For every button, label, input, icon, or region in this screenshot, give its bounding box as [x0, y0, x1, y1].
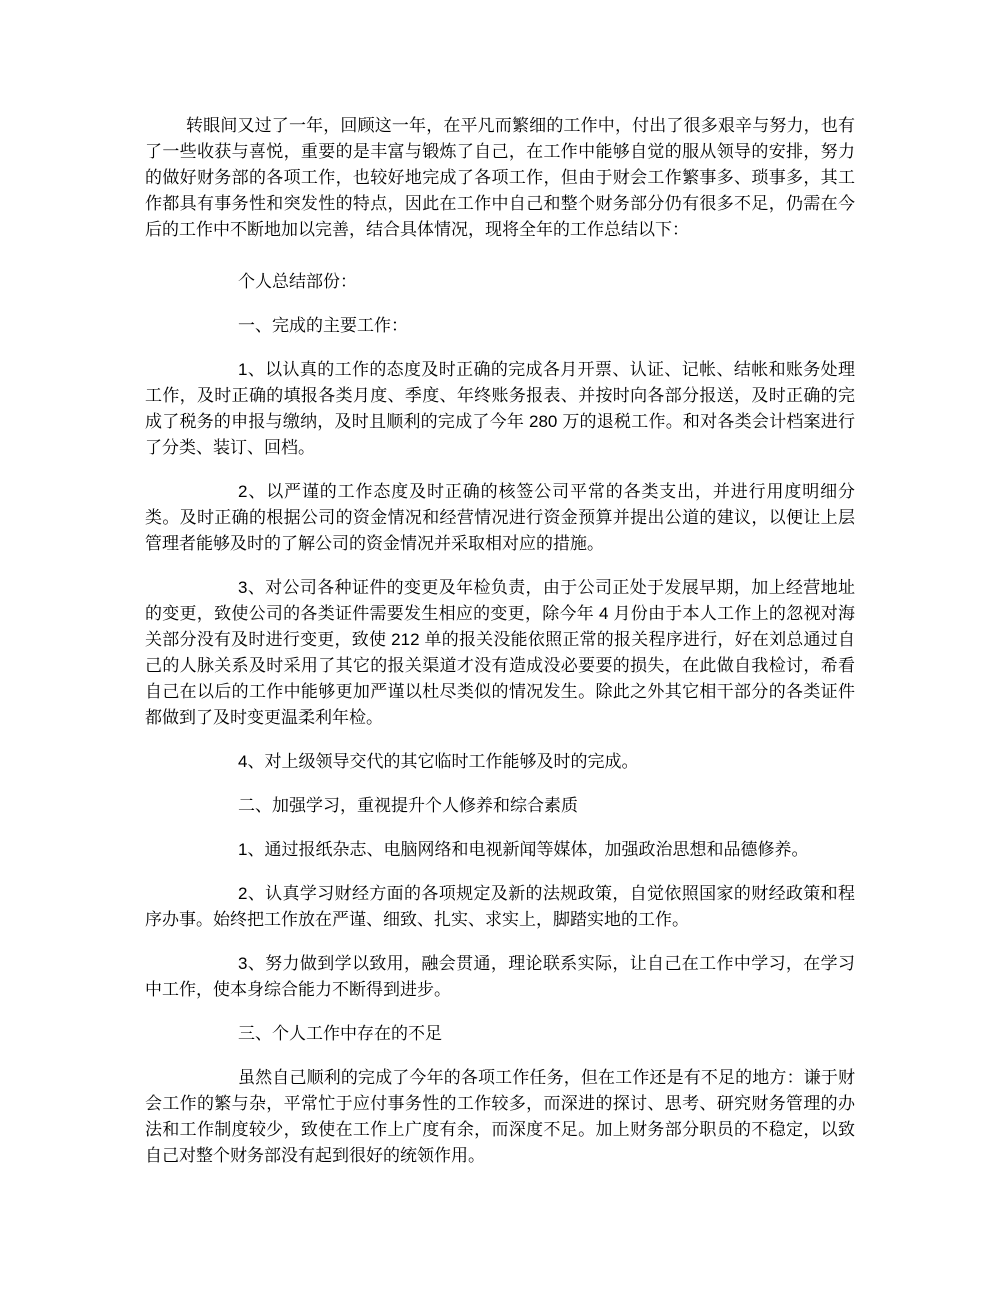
heading-section-1: 一、完成的主要工作： — [238, 316, 408, 335]
item-2-2: 2、认真学习财经方面的各项规定及新的法规政策，自觉依照国家的财经政策和程序办事。始终把工作放在严谨、细致、扎实、求实上，脚踏实地的工作。 — [145, 884, 855, 929]
item-2-1: 1、通过报纸杂志、电脑网络和电视新闻等媒体，加强政治思想和品德修养。 — [238, 840, 809, 859]
item-1-4: 4、对上级领导交代的其它临时工作能够及时的完成。 — [238, 752, 639, 771]
heading-personal-summary: 个人总结部份： — [238, 272, 357, 291]
heading-section-3: 三、个人工作中存在的不足 — [238, 1024, 442, 1043]
heading-section-2: 二、加强学习，重视提升个人修养和综合素质 — [238, 796, 578, 815]
closing-paragraph: 虽然自己顺利的完成了今年的各项工作任务，但在工作还是有不足的地方：谦于财会工作的繁与杂，平常忙于应付事务性的工作较多，而深进的探讨、思考、研究财务管理的办法和工作制度较少，致使在工作上广度有余，而深度不足。加上财务部分职员的不稳定，以致自己对整个财务部没有起到很好的统领作用。 — [145, 1068, 855, 1165]
item-1-2: 2、以严谨的工作态度及时正确的核签公司平常的各类支出，并进行用度明细分类。及时正确的根据公司的资金情况和经营情况进行资金预算并提出公道的建议，以便让上层管理者能够及时的了解公司的资金情况并采取相对应的措施。 — [145, 482, 855, 553]
item-1-1: 1、以认真的工作的态度及时正确的完成各月开票、认证、记帐、结帐和账务处理工作，及时正确的填报各类月度、季度、年终账务报表、并按时向各部分报送，及时正确的完成了税务的申报与缴纳，及时且顺利的完成了今年 280 万的退税工作。和对各类会计档案进行了分类、装订、回档。 — [145, 360, 855, 457]
item-2-3: 3、努力做到学以致用，融会贯通，理论联系实际，让自己在工作中学习，在学习中工作，使本身综合能力不断得到进步。 — [145, 954, 855, 999]
intro-paragraph: 转眼间又过了一年，回顾这一年，在平凡而繁细的工作中，付出了很多艰辛与努力，也有了一些收获与喜悦，重要的是丰富与锻炼了自己，在工作中能够自觉的服从领导的安排，努力的做好财务部的各项工作，也较好地完成了各项工作，但由于财会工作繁事多、琐事多，其工作都具有事务性和突发性的特点，因此在工作中自己和整个财务部分仍有很多不足，仍需在今后的工作中不断地加以完善，结合具体情况，现将全年的工作总结以下： — [145, 116, 855, 239]
item-1-3: 3、对公司各种证件的变更及年检负责，由于公司正处于发展早期，加上经营地址的变更，致使公司的各类证件需要发生相应的变更，除今年 4 月份由于本人工作上的忽视对海关部分没有及时进行变更，致使 212 单的报关没能依照正常的报关程序进行，好在刘总通过自己的人脉关系及时采用了其它的报关渠道才没有造成没必要要的损失，在此做自我检讨，希看自己在以后的工作中能够更加严谨以杜尽类似的情况发生。除此之外其它相干部分的各类证件都做到了及时变更温柔利年检。 — [145, 578, 855, 727]
